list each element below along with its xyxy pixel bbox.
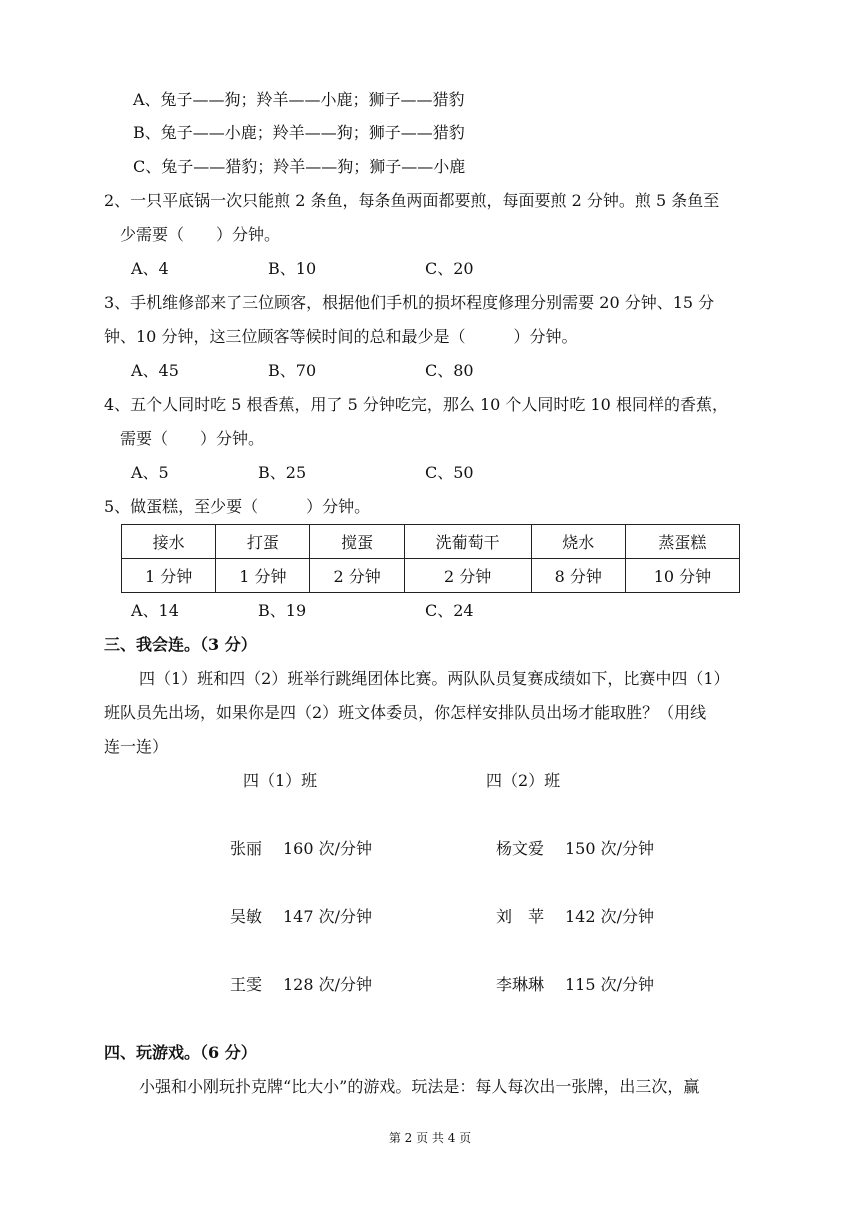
table-cell: 10 分钟 — [625, 559, 739, 593]
q4-option-c: C、50 — [425, 463, 474, 482]
q3-option-b: B、70 — [268, 361, 317, 380]
table-cell: 打蛋 — [216, 525, 310, 559]
class2-label: 四（2）班 — [486, 771, 561, 790]
q3-line2: 钟、10 分钟，这三位顾客等候时间的总和最少是（ ）分钟。 — [104, 327, 578, 346]
q2-option-c: C、20 — [425, 259, 474, 278]
class2-member-score: 150 次/分钟 — [565, 839, 655, 858]
section4-para-line1: 小强和小刚玩扑克牌“比大小”的游戏。玩法是：每人每次出一张牌，出三次，赢 — [139, 1077, 700, 1096]
section3-para-line3: 连一连） — [104, 737, 169, 756]
class2-member-name: 杨文爱 — [496, 839, 545, 858]
q4-line1: 4、五个人同时吃 5 根香蕉，用了 5 分钟吃完，那么 10 个人同时吃 10 根同样的香蕉， — [104, 395, 728, 414]
q2-line1: 2、一只平底锅一次只能煎 2 条鱼，每条鱼两面都要煎，每面要煎 2 分钟。煎 5 条鱼至 — [104, 191, 720, 210]
table-cell: 1 分钟 — [122, 559, 216, 593]
q1-option-c: C、兔子——猎豹；羚羊——狗；狮子——小鹿 — [133, 157, 466, 176]
table-cell: 搅蛋 — [310, 525, 404, 559]
table-cell: 洗葡萄干 — [404, 525, 531, 559]
class1-member-score: 147 次/分钟 — [283, 907, 373, 926]
table-cell: 接水 — [122, 525, 216, 559]
q4-option-a: A、5 — [131, 463, 169, 482]
class2-member-score: 142 次/分钟 — [565, 907, 655, 926]
table-row — [122, 559, 740, 593]
q2-option-a: A、4 — [131, 259, 169, 278]
table-cell: 1 分钟 — [216, 559, 310, 593]
class2-member-name: 刘 苹 — [496, 907, 545, 926]
q2-option-b: B、10 — [268, 259, 317, 278]
q4-option-b: B、25 — [258, 463, 307, 482]
q2-line2: 少需要（ ）分钟。 — [120, 225, 281, 244]
table-cell: 蒸蛋糕 — [625, 525, 739, 559]
class1-member-name: 王雯 — [230, 975, 263, 994]
class1-member-score: 128 次/分钟 — [283, 975, 373, 994]
table-header-row — [122, 525, 740, 559]
table-cell: 2 分钟 — [310, 559, 404, 593]
q5-option-b: B、19 — [258, 601, 307, 620]
q4-line2: 需要（ ）分钟。 — [120, 429, 265, 448]
table-cell: 烧水 — [531, 525, 625, 559]
q3-option-a: A、45 — [131, 361, 179, 380]
q3-line1: 3、手机维修部来了三位顾客，根据他们手机的损坏程度修理分别需要 20 分钟、15 分 — [104, 293, 715, 312]
class1-label: 四（1）班 — [243, 771, 318, 790]
q5-option-c: C、24 — [425, 601, 474, 620]
q1-option-a: A、兔子——狗；羚羊——小鹿；狮子——猎豹 — [133, 90, 465, 109]
class1-member-score: 160 次/分钟 — [283, 839, 373, 858]
cake-steps-table — [121, 524, 740, 593]
class2-member-score: 115 次/分钟 — [565, 975, 655, 994]
class1-member-name: 张丽 — [230, 839, 263, 858]
q1-option-b: B、兔子——小鹿；羚羊——狗；狮子——猎豹 — [133, 123, 465, 142]
section4-heading: 四、玩游戏。（6 分） — [104, 1043, 257, 1062]
class1-member-name: 吴敏 — [230, 907, 263, 926]
page-footer: 第 2 页 共 4 页 — [388, 1131, 472, 1145]
table-cell: 8 分钟 — [531, 559, 625, 593]
class2-member-name: 李琳琳 — [496, 975, 545, 994]
q5-line1: 5、做蛋糕，至少要（ ）分钟。 — [104, 497, 371, 516]
table-cell: 2 分钟 — [404, 559, 531, 593]
section3-para-line2: 班队员先出场，如果你是四（2）班文体委员，你怎样安排队员出场才能取胜？（用线 — [104, 703, 707, 722]
q5-option-a: A、14 — [131, 601, 179, 620]
section3-para-line1: 四（1）班和四（2）班举行跳绳团体比赛。两队队员复赛成绩如下，比赛中四（1） — [139, 669, 730, 688]
section3-heading: 三、我会连。（3 分） — [104, 635, 257, 654]
q3-option-c: C、80 — [425, 361, 474, 380]
